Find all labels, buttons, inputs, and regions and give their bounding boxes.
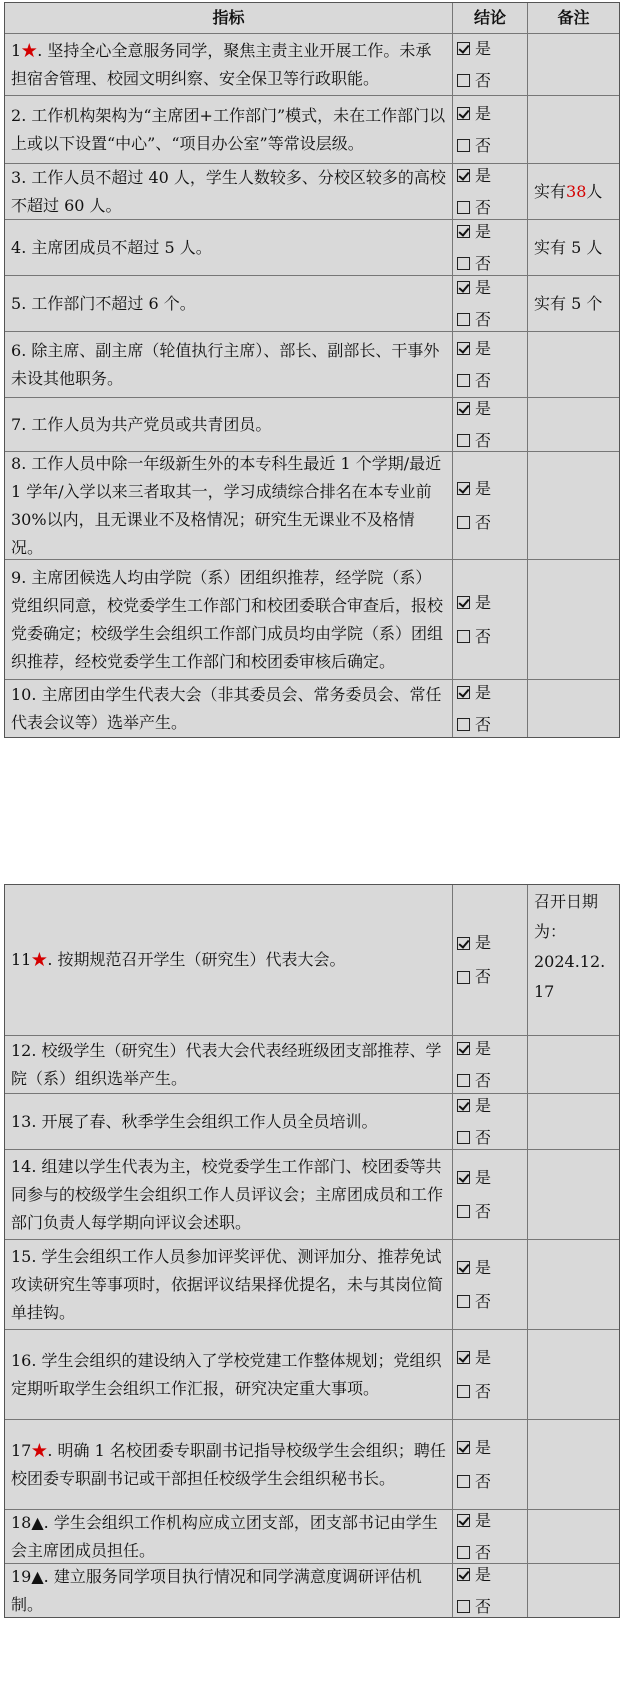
option-yes-label: 是 <box>475 338 492 358</box>
remark-cell <box>528 1564 619 1617</box>
checkbox-checked-icon[interactable] <box>457 686 470 699</box>
option-yes-label: 是 <box>475 592 492 612</box>
indicator-cell <box>5 96 453 163</box>
indicator-number: 19 <box>11 1566 32 1586</box>
option-yes-label: 是 <box>475 103 492 123</box>
option-no[interactable] <box>457 709 523 741</box>
option-yes[interactable] <box>457 1559 523 1591</box>
indicator-body: 校级学生（研究生）代表大会代表经班级团支部推荐、学院（系）组织选举产生。 <box>11 1040 442 1088</box>
indicator-body: 按期规范召开学生（研究生）代表大会。 <box>57 950 346 969</box>
indicator-text: 13. 开展了春、秋季学生会组织工作人员全员培训。 <box>11 1111 378 1131</box>
option-no-label: 否 <box>475 1291 492 1311</box>
option-yes[interactable] <box>457 586 523 620</box>
indicator-cell <box>5 452 453 559</box>
indicator-number: 8 <box>11 453 22 473</box>
checkbox-empty-icon[interactable] <box>457 1385 470 1398</box>
table-row <box>5 331 619 397</box>
option-no-label: 否 <box>475 1471 492 1491</box>
indicator-cell <box>5 1330 453 1419</box>
indicator-cell <box>5 164 453 219</box>
remark-cell <box>528 164 619 219</box>
conclusion-cell <box>453 332 528 397</box>
option-yes[interactable] <box>457 272 523 304</box>
option-yes-label: 是 <box>475 478 492 498</box>
remark-text: 实有 5 人 <box>534 237 603 257</box>
indicator-body: 工作部门不超过 6 个。 <box>31 293 196 313</box>
checkbox-checked-icon[interactable] <box>457 1042 470 1055</box>
indicator-body: 工作人员为共产党员或共青团员。 <box>31 414 272 434</box>
option-yes-label: 是 <box>475 1257 492 1277</box>
indicator-text: 6. 除主席、副主席（轮值执行主席）、部长、副部长、干事外未设其他职务。 <box>11 340 440 388</box>
option-yes-label: 是 <box>475 165 492 185</box>
conclusion-cell <box>453 1564 528 1617</box>
table-row <box>5 1035 619 1093</box>
option-yes[interactable] <box>457 1431 523 1465</box>
indicator-body: 学生会组织工作机构应成立团支部，团支部书记由学生会主席团成员担任。 <box>11 1512 438 1560</box>
option-no-label: 否 <box>475 512 492 532</box>
header-indicator: 指标 <box>5 3 453 33</box>
checkbox-empty-icon[interactable] <box>457 516 470 529</box>
checkbox-checked-icon[interactable] <box>457 169 470 182</box>
option-yes[interactable] <box>457 1033 523 1065</box>
star-icon: ★ <box>31 950 48 969</box>
option-no-label: 否 <box>475 967 492 986</box>
option-yes-label: 是 <box>475 1564 492 1584</box>
checkbox-checked-icon[interactable] <box>457 1514 470 1527</box>
option-yes-label: 是 <box>475 221 492 241</box>
indicator-text: 15. 学生会组织工作人员参加评奖评优、测评加分、推荐免试攻读研究生等事项时，依据评议结果择优提名，未与其岗位简单挂钩。 <box>11 1246 444 1322</box>
indicator-text: 16. 学生会组织的建设纳入了学校党建工作整体规划；党组织定期听取学生会组织工作汇报，研究决定重大事项。 <box>11 1350 442 1398</box>
indicator-body: 主席团成员不超过 5 人。 <box>31 237 212 257</box>
checkbox-empty-icon[interactable] <box>457 1546 470 1559</box>
indicator-body: 坚持全心全意服务同学，聚焦主责主业开展工作。未承担宿舍管理、校园文明纠察、安全保卫等行政职能。 <box>11 40 432 88</box>
option-yes-label: 是 <box>475 1038 492 1058</box>
remark-cell <box>528 1240 619 1329</box>
option-no[interactable] <box>457 1591 523 1623</box>
indicator-cell <box>5 1150 453 1239</box>
option-yes-label: 是 <box>475 682 492 702</box>
remark-suffix: 人 <box>586 181 603 201</box>
remark-line: 为： <box>534 922 567 941</box>
table-row <box>5 1509 619 1563</box>
conclusion-cell <box>453 164 528 219</box>
checkbox-checked-icon[interactable] <box>457 402 470 415</box>
indicator-text: 18▲. 学生会组织工作机构应成立团支部，团支部书记由学生会主席团成员担任。 <box>11 1512 438 1560</box>
triangle-icon: ▲ <box>31 1512 44 1532</box>
indicator-cell <box>5 885 453 1035</box>
option-no-label: 否 <box>475 1596 492 1616</box>
option-yes[interactable] <box>457 333 523 365</box>
option-no-label: 否 <box>475 253 492 273</box>
remark-cell <box>528 276 619 331</box>
indicator-text: 12. 校级学生（研究生）代表大会代表经班级团支部推荐、学院（系）组织选举产生。 <box>11 1040 442 1088</box>
conclusion-cell <box>453 1150 528 1239</box>
table-row <box>5 885 619 1035</box>
option-no[interactable] <box>457 960 523 994</box>
checkbox-checked-icon[interactable] <box>457 1351 470 1364</box>
remark-cell <box>528 34 619 95</box>
table-row <box>5 219 619 275</box>
indicator-body: 明确 1 名校团委专职副书记指导校级学生会组织；聘任校团委专职副书记或干部担任校级学生会组织秘书长。 <box>11 1440 446 1488</box>
option-yes-label: 是 <box>475 277 492 297</box>
indicator-number: 4 <box>11 237 22 257</box>
checkbox-empty-icon[interactable] <box>457 74 470 87</box>
indicator-number: 2 <box>11 105 22 125</box>
option-no-label: 否 <box>475 1201 492 1221</box>
checkbox-empty-icon[interactable] <box>457 630 470 643</box>
remark-cell <box>528 220 619 275</box>
header-remark: 备注 <box>557 8 590 27</box>
indicator-number: 17 <box>11 1440 32 1460</box>
option-yes-label: 是 <box>475 1095 492 1115</box>
option-no-label: 否 <box>475 309 492 329</box>
indicator-number: 12 <box>11 1040 32 1060</box>
checkbox-empty-icon[interactable] <box>457 374 470 387</box>
remark-line: 召开日期 <box>534 892 599 911</box>
star-icon: ★ <box>21 40 38 60</box>
option-no-label: 否 <box>475 370 492 390</box>
option-no[interactable] <box>457 304 523 336</box>
indicator-number: 5 <box>11 293 22 313</box>
checkbox-checked-icon[interactable] <box>457 1441 470 1454</box>
remark-count: 38 <box>566 181 587 201</box>
indicator-body: 工作机构架构为“主席团+工作部门”模式，未在工作部门以上或以下设置“中心”、“项目办公室”等常设层级。 <box>11 105 446 153</box>
table-row <box>5 33 619 95</box>
indicator-cell <box>5 1564 453 1617</box>
table-row <box>5 1419 619 1509</box>
checkbox-checked-icon[interactable] <box>457 1171 470 1184</box>
option-yes-label: 是 <box>475 1437 492 1457</box>
option-no[interactable] <box>457 506 523 540</box>
remark-prefix: 实有 <box>534 181 567 201</box>
checkbox-checked-icon[interactable] <box>457 596 470 609</box>
table-row <box>5 95 619 163</box>
table-row <box>5 451 619 559</box>
option-yes-label: 是 <box>475 1347 492 1367</box>
remark-cell <box>528 452 619 559</box>
checkbox-empty-icon[interactable] <box>457 313 470 326</box>
indicator-number: 7 <box>11 414 22 434</box>
indicator-text: 19▲. 建立服务同学项目执行情况和同学满意度调研评估机制。 <box>11 1566 422 1614</box>
indicator-number: 15 <box>11 1246 32 1266</box>
table-row <box>5 163 619 219</box>
checkbox-empty-icon[interactable] <box>457 718 470 731</box>
indicator-body: 主席团候选人均由学院（系）团组织推荐，经学院（系）党组织同意，校党委学生工作部门和校团委联合审查后，报校党委确定；校级学生会组织工作部门成员均由学院（系）团组织推荐，经校党委学生工作部门和校团委审核后确定。 <box>11 567 444 671</box>
checkbox-checked-icon[interactable] <box>457 281 470 294</box>
star-icon: ★ <box>31 1440 48 1460</box>
option-yes-label: 是 <box>475 398 492 418</box>
conclusion-cell <box>453 560 528 679</box>
option-yes[interactable] <box>457 160 523 192</box>
option-no[interactable] <box>457 65 523 97</box>
checkbox-empty-icon[interactable] <box>457 1295 470 1308</box>
option-no-label: 否 <box>475 626 492 646</box>
checkbox-empty-icon[interactable] <box>457 1475 470 1488</box>
remark-text: 实有 5 个 <box>534 293 603 313</box>
remark-cell <box>528 398 619 451</box>
header-conclusion: 结论 <box>453 3 528 33</box>
option-yes[interactable] <box>457 98 523 130</box>
option-yes[interactable] <box>457 1090 523 1122</box>
option-no[interactable] <box>457 1375 523 1409</box>
indicator-body: 工作人员中除一年级新生外的本专科生最近 1 个学期/最近 1 学年/入学以来三者取其一，学习成绩综合排名在本专业前 30%以内，且无课业不及格情况；研究生无课业不及格情况。 <box>11 453 442 557</box>
remark-line: 17 <box>534 982 555 1001</box>
remark-cell <box>528 680 619 737</box>
indicator-text: 5. 工作部门不超过 6 个。 <box>11 293 196 313</box>
table-header <box>5 3 619 33</box>
indicator-number: 16 <box>11 1350 32 1370</box>
option-no[interactable] <box>457 1285 523 1319</box>
remark-cell <box>528 1510 619 1563</box>
option-no[interactable] <box>457 1465 523 1499</box>
table-row <box>5 679 619 737</box>
remark-line: 2024.12. <box>534 952 606 971</box>
indicator-number: 10 <box>11 684 32 704</box>
option-yes-label: 是 <box>475 1167 492 1187</box>
table-row <box>5 1093 619 1149</box>
table-row <box>5 275 619 331</box>
table-row <box>5 1329 619 1419</box>
indicator-number: 9 <box>11 567 22 587</box>
indicator-number: 14 <box>11 1156 32 1176</box>
triangle-icon: ▲ <box>31 1566 44 1586</box>
option-no-label: 否 <box>475 1542 492 1562</box>
option-yes[interactable] <box>457 1505 523 1537</box>
indicator-number: 11 <box>11 950 32 969</box>
checklist-table-part2 <box>4 884 620 1618</box>
checkbox-checked-icon[interactable] <box>457 42 470 55</box>
indicator-number: 13 <box>11 1111 32 1131</box>
option-yes-label: 是 <box>475 38 492 58</box>
remark-cell <box>528 1150 619 1239</box>
checklist-table-part1 <box>4 2 620 738</box>
indicator-body: 学生会组织工作人员参加评奖评优、测评加分、推荐免试攻读研究生等事项时，依据评议结果择优提名，未与其岗位简单挂钩。 <box>11 1246 444 1322</box>
remark-cell <box>528 1094 619 1149</box>
option-no-label: 否 <box>475 1381 492 1401</box>
indicator-text: 10. 主席团由学生代表大会（非其委员会、常务委员会、常任代表会议等）选举产生。 <box>11 684 442 732</box>
indicator-cell <box>5 276 453 331</box>
indicator-cell <box>5 1420 453 1509</box>
option-no[interactable] <box>457 1122 523 1154</box>
remark-cell <box>528 1420 619 1509</box>
conclusion-cell <box>453 885 528 1035</box>
option-no-label: 否 <box>475 1127 492 1147</box>
conclusion-cell <box>453 1094 528 1149</box>
option-no-label: 否 <box>475 197 492 217</box>
conclusion-cell <box>453 1510 528 1563</box>
checkbox-empty-icon[interactable] <box>457 201 470 214</box>
indicator-body: 主席团由学生代表大会（非其委员会、常务委员会、常任代表会议等）选举产生。 <box>11 684 442 732</box>
indicator-text: 1★. 坚持全心全意服务同学，聚焦主责主业开展工作。未承担宿舍管理、校园文明纠察、安全保卫等行政职能。 <box>11 40 432 88</box>
indicator-text: 7. 工作人员为共产党员或共青团员。 <box>11 414 272 434</box>
checkbox-empty-icon[interactable] <box>457 1074 470 1087</box>
remark-cell <box>528 560 619 679</box>
option-yes[interactable] <box>457 1161 523 1195</box>
conclusion-cell <box>453 1420 528 1509</box>
indicator-body: 组建以学生代表为主，校党委学生工作部门、校团委等共同参与的校级学生会组织工作人员评议会；主席团成员和工作部门负责人每学期向评议会述职。 <box>11 1156 444 1232</box>
indicator-cell <box>5 560 453 679</box>
option-no-label: 否 <box>475 714 492 734</box>
indicator-cell <box>5 680 453 737</box>
checkbox-empty-icon[interactable] <box>457 139 470 152</box>
option-yes[interactable] <box>457 33 523 65</box>
option-yes-label: 是 <box>475 933 492 952</box>
option-no[interactable] <box>457 1195 523 1229</box>
option-yes[interactable] <box>457 393 523 425</box>
option-no-label: 否 <box>475 430 492 450</box>
indicator-number: 6 <box>11 340 22 360</box>
checkbox-empty-icon[interactable] <box>457 257 470 270</box>
checkbox-checked-icon[interactable] <box>457 225 470 238</box>
indicator-text: 2. 工作机构架构为“主席团+工作部门”模式，未在工作部门以上或以下设置“中心”、“项目办公室”等常设层级。 <box>11 105 446 153</box>
indicator-text: 17★. 明确 1 名校团委专职副书记指导校级学生会组织；聘任校团委专职副书记或干部担任校级学生会组织秘书长。 <box>11 1440 446 1488</box>
indicator-body: 建立服务同学项目执行情况和同学满意度调研评估机制。 <box>11 1566 422 1614</box>
checkbox-empty-icon[interactable] <box>457 1205 470 1218</box>
indicator-cell <box>5 1036 453 1093</box>
checkbox-empty-icon[interactable] <box>457 1600 470 1613</box>
table-row <box>5 397 619 451</box>
remark-cell <box>528 1330 619 1419</box>
conclusion-cell <box>453 220 528 275</box>
checkbox-empty-icon[interactable] <box>457 434 470 447</box>
table-row <box>5 559 619 679</box>
indicator-text: 4. 主席团成员不超过 5 人。 <box>11 237 212 257</box>
remark-cell <box>528 885 619 1035</box>
indicator-cell <box>5 332 453 397</box>
checkbox-empty-icon[interactable] <box>457 1131 470 1144</box>
checkbox-checked-icon[interactable] <box>457 937 470 950</box>
indicator-text: 11★. 按期规范召开学生（研究生）代表大会。 <box>11 950 346 969</box>
conclusion-cell <box>453 34 528 95</box>
indicator-text: 9. 主席团候选人均由学院（系）团组织推荐，经学院（系）党组织同意，校党委学生工作部门和校团委联合审查后，报校党委确定；校级学生会组织工作部门成员均由学院（系）团组织推荐，经校党委学生工作部门和校团委审核后确定。 <box>11 567 444 671</box>
indicator-number: 3 <box>11 167 22 187</box>
option-yes[interactable] <box>457 677 523 709</box>
option-no-label: 否 <box>475 135 492 155</box>
conclusion-cell <box>453 680 528 737</box>
checkbox-checked-icon[interactable] <box>457 1099 470 1112</box>
indicator-cell <box>5 220 453 275</box>
option-yes[interactable] <box>457 926 523 960</box>
indicator-text: 3. 工作人员不超过 40 人，学生人数较多、分校区较多的高校不超过 60 人。 <box>11 167 446 215</box>
checkbox-checked-icon[interactable] <box>457 342 470 355</box>
option-yes[interactable] <box>457 1251 523 1285</box>
remark-cell <box>528 332 619 397</box>
remark-cell <box>528 96 619 163</box>
option-no[interactable] <box>457 130 523 162</box>
option-no-label: 否 <box>475 70 492 90</box>
indicator-cell <box>5 1094 453 1149</box>
indicator-number: 18 <box>11 1512 32 1532</box>
table-row <box>5 1563 619 1617</box>
option-yes-label: 是 <box>475 1510 492 1530</box>
option-yes[interactable] <box>457 472 523 506</box>
conclusion-cell <box>453 452 528 559</box>
remark-cell <box>528 1036 619 1093</box>
conclusion-cell <box>453 1240 528 1329</box>
indicator-cell <box>5 398 453 451</box>
table-row <box>5 1149 619 1239</box>
checkbox-checked-icon[interactable] <box>457 482 470 495</box>
indicator-body: 除主席、副主席（轮值执行主席）、部长、副部长、干事外未设其他职务。 <box>11 340 440 388</box>
table-row <box>5 1239 619 1329</box>
conclusion-cell <box>453 398 528 451</box>
checkbox-empty-icon[interactable] <box>457 971 470 984</box>
checkbox-checked-icon[interactable] <box>457 1261 470 1274</box>
conclusion-cell <box>453 96 528 163</box>
conclusion-cell <box>453 1036 528 1093</box>
indicator-body: 学生会组织的建设纳入了学校党建工作整体规划；党组织定期听取学生会组织工作汇报，研究决定重大事项。 <box>11 1350 442 1398</box>
checkbox-checked-icon[interactable] <box>457 1568 470 1581</box>
indicator-body: 工作人员不超过 40 人，学生人数较多、分校区较多的高校不超过 60 人。 <box>11 167 446 215</box>
indicator-cell <box>5 34 453 95</box>
indicator-text: 8. 工作人员中除一年级新生外的本专科生最近 1 个学期/最近 1 学年/入学以来三者取其一，学习成绩综合排名在本专业前 30%以内，且无课业不及格情况；研究生无课业不及格情况。 <box>11 453 442 557</box>
indicator-number: 1 <box>11 40 22 60</box>
checkbox-checked-icon[interactable] <box>457 107 470 120</box>
option-no-label: 否 <box>475 1070 492 1090</box>
indicator-body: 开展了春、秋季学生会组织工作人员全员培训。 <box>41 1111 378 1131</box>
indicator-cell <box>5 1510 453 1563</box>
option-yes[interactable] <box>457 216 523 248</box>
option-no[interactable] <box>457 620 523 654</box>
conclusion-cell <box>453 276 528 331</box>
option-yes[interactable] <box>457 1341 523 1375</box>
indicator-cell <box>5 1240 453 1329</box>
conclusion-cell <box>453 1330 528 1419</box>
indicator-text: 14. 组建以学生代表为主，校党委学生工作部门、校团委等共同参与的校级学生会组织工作人员评议会；主席团成员和工作部门负责人每学期向评议会述职。 <box>11 1156 444 1232</box>
